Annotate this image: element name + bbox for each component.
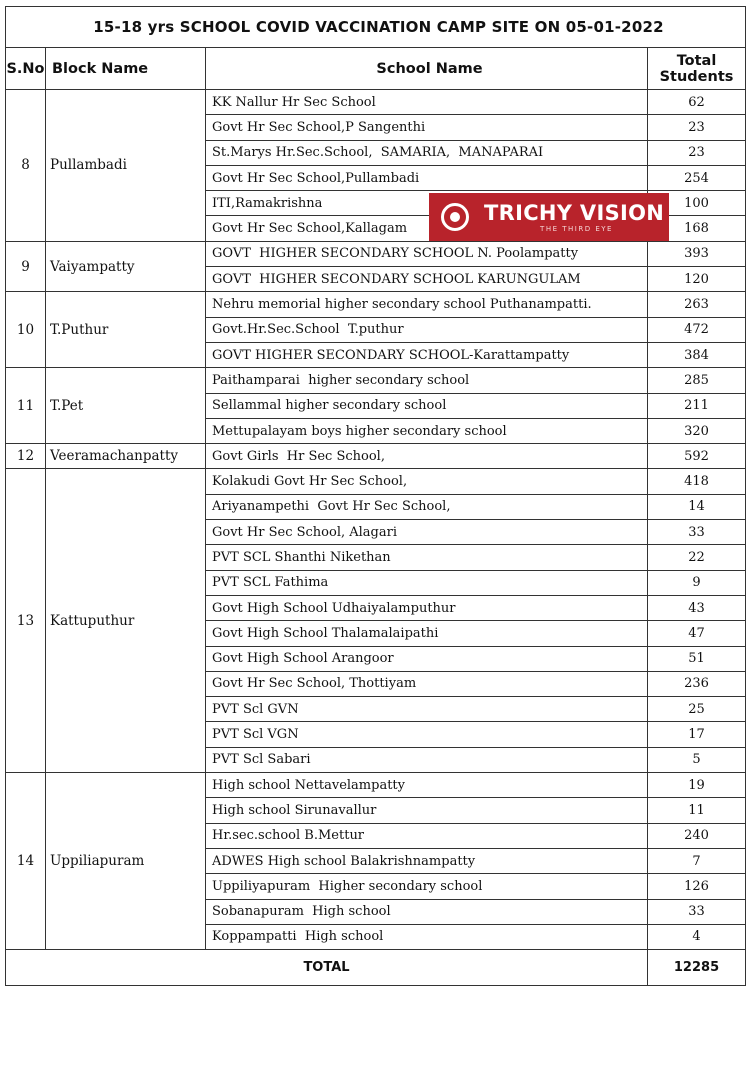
school-name: Sobanapuram High school bbox=[206, 899, 648, 924]
student-count: 393 bbox=[648, 241, 746, 266]
student-count: 62 bbox=[648, 90, 746, 115]
student-count: 33 bbox=[648, 520, 746, 545]
school-name: Paithamparai higher secondary school bbox=[206, 368, 648, 393]
student-count: 320 bbox=[648, 418, 746, 443]
school-name: PVT Scl Sabari bbox=[206, 747, 648, 772]
student-count: 4 bbox=[648, 924, 746, 949]
serial-number: 9 bbox=[6, 241, 46, 292]
school-name-header: School Name bbox=[206, 48, 648, 90]
total-students-header: Total Students bbox=[648, 48, 746, 90]
student-count: 126 bbox=[648, 874, 746, 899]
table-row bbox=[6, 241, 746, 266]
student-count: 11 bbox=[648, 798, 746, 823]
student-count: 384 bbox=[648, 342, 746, 367]
student-count: 19 bbox=[648, 773, 746, 798]
block-name: Pullambadi bbox=[46, 90, 206, 242]
school-name: Govt High School Arangoor bbox=[206, 646, 648, 671]
school-name: GOVT HIGHER SECONDARY SCHOOL-Karattampatty bbox=[206, 342, 648, 367]
student-count: 17 bbox=[648, 722, 746, 747]
table-row bbox=[6, 368, 746, 393]
student-count: 240 bbox=[648, 823, 746, 848]
block-name: Uppiliapuram bbox=[46, 773, 206, 950]
student-count: 254 bbox=[648, 165, 746, 190]
school-name: Govt Hr Sec School,P Sangenthi bbox=[206, 115, 648, 140]
student-count: 211 bbox=[648, 393, 746, 418]
total-value: 12285 bbox=[648, 950, 746, 986]
serial-number: 13 bbox=[6, 469, 46, 773]
student-count: 168 bbox=[648, 216, 746, 241]
student-count: 14 bbox=[648, 494, 746, 519]
table-row bbox=[6, 90, 746, 115]
school-name: Mettupalayam boys higher secondary school bbox=[206, 418, 648, 443]
block-name: Kattuputhur bbox=[46, 469, 206, 773]
serial-number: 11 bbox=[6, 368, 46, 444]
school-name: Govt High School Udhaiyalamputhur bbox=[206, 595, 648, 620]
school-name: GOVT HIGHER SECONDARY SCHOOL N. Poolampatty bbox=[206, 241, 648, 266]
school-name: Govt Hr Sec School,Kallagam bbox=[206, 216, 648, 241]
block-name: Veeramachanpatty bbox=[46, 444, 206, 469]
student-count: 285 bbox=[648, 368, 746, 393]
school-name: ADWES High school Balakrishnampatty bbox=[206, 848, 648, 873]
student-count: 7 bbox=[648, 848, 746, 873]
header-row bbox=[6, 48, 746, 90]
school-name: Koppampatti High school bbox=[206, 924, 648, 949]
school-name: KK Nallur Hr Sec School bbox=[206, 90, 648, 115]
school-name: PVT SCL Shanthi Nikethan bbox=[206, 545, 648, 570]
school-name: PVT SCL Fathima bbox=[206, 570, 648, 595]
school-name: GOVT HIGHER SECONDARY SCHOOL KARUNGULAM bbox=[206, 267, 648, 292]
school-name: ITI,Ramakrishna bbox=[206, 191, 648, 216]
school-name: St.Marys Hr.Sec.School, SAMARIA, MANAPARAI bbox=[206, 140, 648, 165]
school-name: Kolakudi Govt Hr Sec School, bbox=[206, 469, 648, 494]
table-row bbox=[6, 444, 746, 469]
table-row bbox=[6, 469, 746, 494]
school-name: Govt Hr Sec School,Pullambadi bbox=[206, 165, 648, 190]
student-count: 33 bbox=[648, 899, 746, 924]
school-name: Hr.sec.school B.Mettur bbox=[206, 823, 648, 848]
student-count: 51 bbox=[648, 646, 746, 671]
school-name: PVT Scl VGN bbox=[206, 722, 648, 747]
student-count: 100 bbox=[648, 191, 746, 216]
serial-number: 8 bbox=[6, 90, 46, 242]
student-count: 25 bbox=[648, 697, 746, 722]
school-name: High school Nettavelampatty bbox=[206, 773, 648, 798]
student-count: 263 bbox=[648, 292, 746, 317]
student-count: 43 bbox=[648, 595, 746, 620]
total-label: TOTAL bbox=[6, 950, 648, 986]
block-name: T.Pet bbox=[46, 368, 206, 444]
school-name: Ariyanampethi Govt Hr Sec School, bbox=[206, 494, 648, 519]
school-name: Govt Girls Hr Sec School, bbox=[206, 444, 648, 469]
school-name: Govt High School Thalamalaipathi bbox=[206, 621, 648, 646]
block-name: T.Puthur bbox=[46, 292, 206, 368]
school-name: High school Sirunavallur bbox=[206, 798, 648, 823]
student-count: 472 bbox=[648, 317, 746, 342]
total-row bbox=[6, 950, 746, 986]
serial-number: 10 bbox=[6, 292, 46, 368]
serial-number: 12 bbox=[6, 444, 46, 469]
title-row bbox=[6, 7, 746, 48]
school-name: Uppiliyapuram Higher secondary school bbox=[206, 874, 648, 899]
student-count: 23 bbox=[648, 115, 746, 140]
page-title: 15-18 yrs SCHOOL COVID VACCINATION CAMP SITE ON 05-01-2022 bbox=[6, 7, 746, 48]
block-name: Vaiyampatty bbox=[46, 241, 206, 292]
watermark-brand: TRICHY VISION bbox=[484, 200, 665, 225]
student-count: 9 bbox=[648, 570, 746, 595]
student-count: 236 bbox=[648, 671, 746, 696]
watermark-tagline: THE THIRD EYE bbox=[540, 224, 613, 233]
school-name: PVT Scl GVN bbox=[206, 697, 648, 722]
vaccination-camp-sheet bbox=[5, 6, 745, 986]
student-count: 120 bbox=[648, 267, 746, 292]
serial-number: 14 bbox=[6, 773, 46, 950]
sno-header: S.No bbox=[6, 48, 46, 90]
student-count: 47 bbox=[648, 621, 746, 646]
school-name: Govt.Hr.Sec.School T.puthur bbox=[206, 317, 648, 342]
table-row bbox=[6, 773, 746, 798]
student-count: 23 bbox=[648, 140, 746, 165]
eye-logo-icon bbox=[429, 193, 481, 241]
school-name: Govt Hr Sec School, Thottiyam bbox=[206, 671, 648, 696]
student-count: 5 bbox=[648, 747, 746, 772]
table-row bbox=[6, 292, 746, 317]
trichy-vision-watermark bbox=[429, 193, 669, 241]
block-name-header: Block Name bbox=[46, 48, 206, 90]
student-count: 592 bbox=[648, 444, 746, 469]
camp-site-table bbox=[5, 6, 746, 986]
student-count: 22 bbox=[648, 545, 746, 570]
student-count: 418 bbox=[648, 469, 746, 494]
school-name: Sellammal higher secondary school bbox=[206, 393, 648, 418]
school-name: Govt Hr Sec School, Alagari bbox=[206, 520, 648, 545]
school-name: Nehru memorial higher secondary school Puthanampatti. bbox=[206, 292, 648, 317]
